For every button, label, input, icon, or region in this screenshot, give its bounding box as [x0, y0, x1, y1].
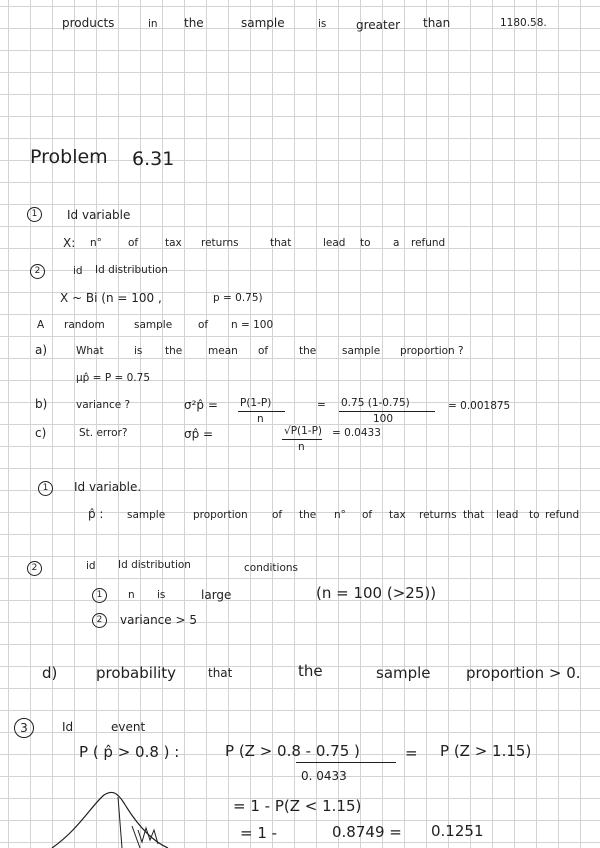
- condition-word: n: [128, 589, 135, 601]
- step-heading: Id: [62, 720, 74, 734]
- step-number-badge: 1: [27, 207, 42, 222]
- variable-desc-word: refund: [411, 237, 446, 249]
- final-line-prefix: = 1 -: [240, 824, 278, 842]
- distribution-p: p = 0.75): [213, 292, 263, 304]
- sample-word: random: [64, 319, 105, 331]
- sample-word: A: [37, 319, 45, 331]
- fraction-denominator: n: [257, 413, 264, 425]
- fraction-numerator: P(1-P): [240, 397, 272, 409]
- condition-word: large: [201, 588, 232, 602]
- calc-numerator: 0.75 (1-0.75): [341, 397, 410, 409]
- step-heading-id: id: [86, 560, 96, 572]
- top-word: the: [184, 16, 204, 30]
- question-word: What: [76, 345, 104, 357]
- calc-denominator: 100: [373, 413, 394, 425]
- phat-desc-word: of: [272, 509, 283, 521]
- z-denominator: 0. 0433: [301, 769, 347, 783]
- variance-result: = 0.001875: [448, 400, 511, 412]
- step-number-badge: 2: [30, 264, 45, 279]
- phat-desc-word: lead: [496, 509, 519, 521]
- fraction-denominator: n: [298, 441, 305, 453]
- sample-word: of: [198, 319, 209, 331]
- condition-number-badge: 2: [92, 613, 107, 628]
- step-number-badge: 1: [38, 481, 53, 496]
- phat-desc-word: the: [299, 509, 317, 521]
- variable-desc-word: n°: [90, 237, 102, 249]
- top-word: than: [423, 16, 451, 30]
- question-text: variance ?: [76, 399, 131, 411]
- stderr-symbol: σp̂ =: [184, 427, 214, 441]
- equals-sign: =: [317, 399, 326, 411]
- event-label: event: [111, 720, 146, 734]
- top-word: products: [62, 16, 115, 30]
- sample-word: sample: [134, 319, 173, 331]
- part-label: b): [35, 397, 48, 411]
- complement-line: = 1 - P(Z < 1.15): [233, 797, 362, 815]
- part-label: c): [35, 426, 47, 440]
- condition-word: is: [157, 589, 166, 601]
- mean-result: μp̂ = P = 0.75: [76, 372, 151, 384]
- question-word: is: [134, 345, 143, 357]
- top-word: in: [148, 18, 158, 30]
- variable-desc-word: to: [360, 237, 371, 249]
- final-answer: 0.1251: [431, 822, 484, 840]
- phat-label: p̂ :: [88, 507, 104, 521]
- condition-text: variance > 5: [120, 613, 197, 627]
- phat-desc-word: returns: [419, 509, 457, 521]
- problem-number: 6.31: [132, 148, 175, 170]
- part-label: a): [35, 343, 48, 357]
- top-word: 1180.58.: [500, 17, 547, 29]
- stderr-result: = 0.0433: [332, 427, 381, 439]
- phat-desc-word: that: [463, 509, 485, 521]
- variance-symbol: σ²p̂ =: [184, 398, 218, 412]
- conditions-label: conditions: [244, 562, 299, 574]
- variable-desc-word: tax: [165, 237, 182, 249]
- step-number-badge: 3: [14, 718, 34, 738]
- variable-desc-word: a: [393, 237, 400, 249]
- fraction-numerator: √P(1-P): [284, 425, 323, 437]
- phat-desc-word: refund: [545, 509, 580, 521]
- question-word: the: [299, 345, 317, 357]
- phat-desc-word: to: [529, 509, 540, 521]
- phat-desc-word: proportion: [193, 509, 248, 521]
- question-word: the: [298, 662, 323, 680]
- part-label: d): [42, 664, 58, 682]
- question-word: proportion > 0.: [466, 664, 581, 682]
- question-word: the: [165, 345, 183, 357]
- problem-title: Problem: [30, 146, 108, 168]
- question-word: of: [258, 345, 269, 357]
- condition-note: (n = 100 (>25)): [316, 584, 437, 602]
- top-word: is: [318, 18, 327, 30]
- step-heading: Id variable.: [74, 480, 142, 494]
- phat-desc-word: of: [362, 509, 373, 521]
- question-text: St. error?: [79, 427, 128, 439]
- phat-desc-word: n°: [334, 509, 346, 521]
- question-word: mean: [208, 345, 238, 357]
- final-cdf-value: 0.8749 =: [332, 823, 402, 841]
- top-word: greater: [356, 18, 401, 32]
- question-word: that: [208, 666, 233, 680]
- step-heading-id: id: [73, 265, 83, 277]
- variable-desc-word: of: [128, 237, 139, 249]
- phat-desc-word: sample: [127, 509, 166, 521]
- step-heading: Id variable: [67, 208, 131, 222]
- question-word: sample: [376, 664, 431, 682]
- variable-desc-word: returns: [201, 237, 239, 249]
- step-heading: Id distribution: [118, 559, 191, 571]
- variable-label: X:: [63, 236, 76, 250]
- z-result: P (Z > 1.15): [440, 742, 532, 760]
- variable-desc-word: that: [270, 237, 292, 249]
- question-word: sample: [342, 345, 381, 357]
- step-heading: Id distribution: [95, 264, 168, 276]
- variable-desc-word: lead: [323, 237, 346, 249]
- event-probability: P ( p̂ > 0.8 ) :: [79, 743, 180, 761]
- question-word: probability: [96, 664, 177, 682]
- top-word: sample: [241, 16, 285, 30]
- distribution-formula: X ~ Bi (n = 100 ,: [60, 291, 162, 305]
- condition-number-badge: 1: [92, 588, 107, 603]
- sample-word: n = 100: [231, 319, 274, 331]
- step-number-badge: 2: [27, 561, 42, 576]
- phat-desc-word: tax: [389, 509, 406, 521]
- question-word: proportion ?: [400, 345, 464, 357]
- z-numerator: P (Z > 0.8 - 0.75 ): [225, 742, 360, 760]
- equals-sign: =: [405, 744, 418, 762]
